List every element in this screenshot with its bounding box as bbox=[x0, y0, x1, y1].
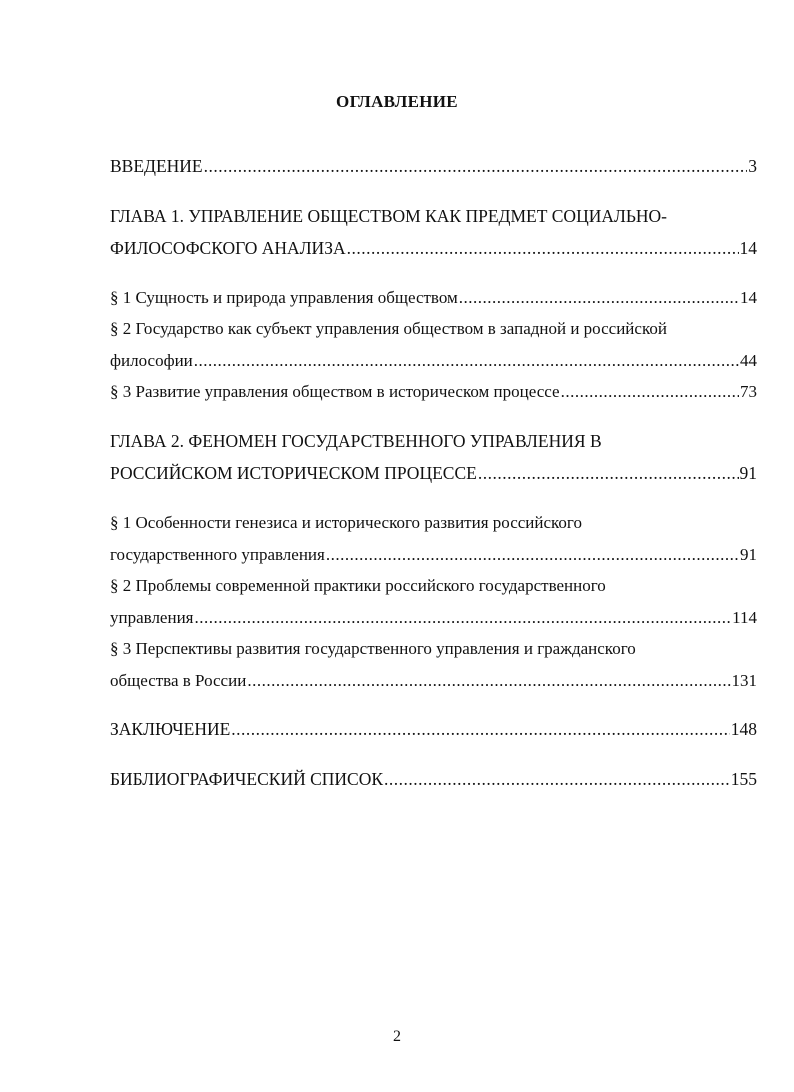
dot-leader bbox=[384, 763, 730, 795]
toc-entry-text: управления bbox=[110, 608, 194, 627]
page-title: ОГЛАВЛЕНИЕ bbox=[336, 92, 458, 111]
dot-leader bbox=[326, 539, 739, 571]
toc-entry-chapter-1 bbox=[110, 200, 757, 264]
toc-page-number: 14 bbox=[739, 238, 757, 258]
toc-entry-text: § 2 Государство как субъект управления обществом в западной и российской bbox=[110, 319, 667, 338]
toc-entry-text: ЗАКЛЮЧЕНИЕ bbox=[110, 719, 231, 739]
toc-entry-ch1-section-1 bbox=[110, 282, 757, 314]
toc-entry-ch1-section-3 bbox=[110, 376, 757, 408]
dot-leader bbox=[478, 457, 739, 489]
toc-entry-ch2-section-1 bbox=[110, 507, 757, 571]
toc-entry-conclusion bbox=[110, 713, 757, 745]
toc-entry-text: государственного управления bbox=[110, 545, 325, 564]
dot-leader bbox=[347, 232, 739, 264]
dot-leader bbox=[195, 602, 732, 634]
toc-entry-text: РОССИЙСКОМ ИСТОРИЧЕСКОМ ПРОЦЕССЕ bbox=[110, 463, 477, 483]
toc-page-number: 73 bbox=[740, 382, 757, 401]
toc-page-number: 14 bbox=[740, 288, 757, 307]
toc-entry-ch1-section-2 bbox=[110, 313, 757, 377]
toc-page-number: 155 bbox=[730, 769, 757, 789]
toc-entry-text: § 1 Особенности генезиса и исторического развития российского bbox=[110, 513, 582, 532]
toc-entry-text: ВВЕДЕНИЕ bbox=[110, 156, 203, 176]
toc-entry-text: БИБЛИОГРАФИЧЕСКИЙ СПИСОК bbox=[110, 769, 384, 789]
dot-leader bbox=[194, 345, 739, 377]
page-number: 2 bbox=[393, 1028, 401, 1045]
dot-leader bbox=[204, 150, 748, 182]
toc-entry-text: § 3 Развитие управления обществом в историческом процессе bbox=[110, 382, 560, 401]
dot-leader bbox=[561, 376, 739, 408]
toc-entry-text: общества в России bbox=[110, 671, 247, 690]
toc-entry-text: ГЛАВА 2. ФЕНОМЕН ГОСУДАРСТВЕННОГО УПРАВЛЕНИЯ В bbox=[110, 431, 602, 451]
toc-entry-text: § 2 Проблемы современной практики российского государственного bbox=[110, 576, 606, 595]
toc-page-number: 148 bbox=[730, 719, 757, 739]
toc-entry-text: философии bbox=[110, 351, 193, 370]
toc-page-number: 44 bbox=[740, 351, 757, 370]
toc-page-number: 91 bbox=[739, 463, 757, 483]
toc-entry-text: ФИЛОСОФСКОГО АНАЛИЗА bbox=[110, 238, 346, 258]
toc-page-number: 3 bbox=[748, 156, 757, 176]
toc-entry-text: § 1 Сущность и природа управления обществом bbox=[110, 288, 458, 307]
dot-leader bbox=[247, 665, 730, 697]
toc-entry-ch2-section-3 bbox=[110, 633, 757, 697]
toc-entry-ch2-section-2 bbox=[110, 570, 757, 634]
toc-page-number: 114 bbox=[732, 608, 757, 627]
toc-entry-bibliography bbox=[110, 763, 757, 795]
toc-page-number: 91 bbox=[740, 545, 757, 564]
toc-entry-chapter-2 bbox=[110, 425, 757, 489]
toc-entry-intro bbox=[110, 150, 757, 182]
toc-entry-text: ГЛАВА 1. УПРАВЛЕНИЕ ОБЩЕСТВОМ КАК ПРЕДМЕТ СОЦИАЛЬНО- bbox=[110, 206, 668, 226]
dot-leader bbox=[231, 713, 729, 745]
toc-page-number: 131 bbox=[731, 671, 757, 690]
toc-entry-text: § 3 Перспективы развития государственного управления и гражданского bbox=[110, 639, 636, 658]
dot-leader bbox=[459, 282, 739, 314]
